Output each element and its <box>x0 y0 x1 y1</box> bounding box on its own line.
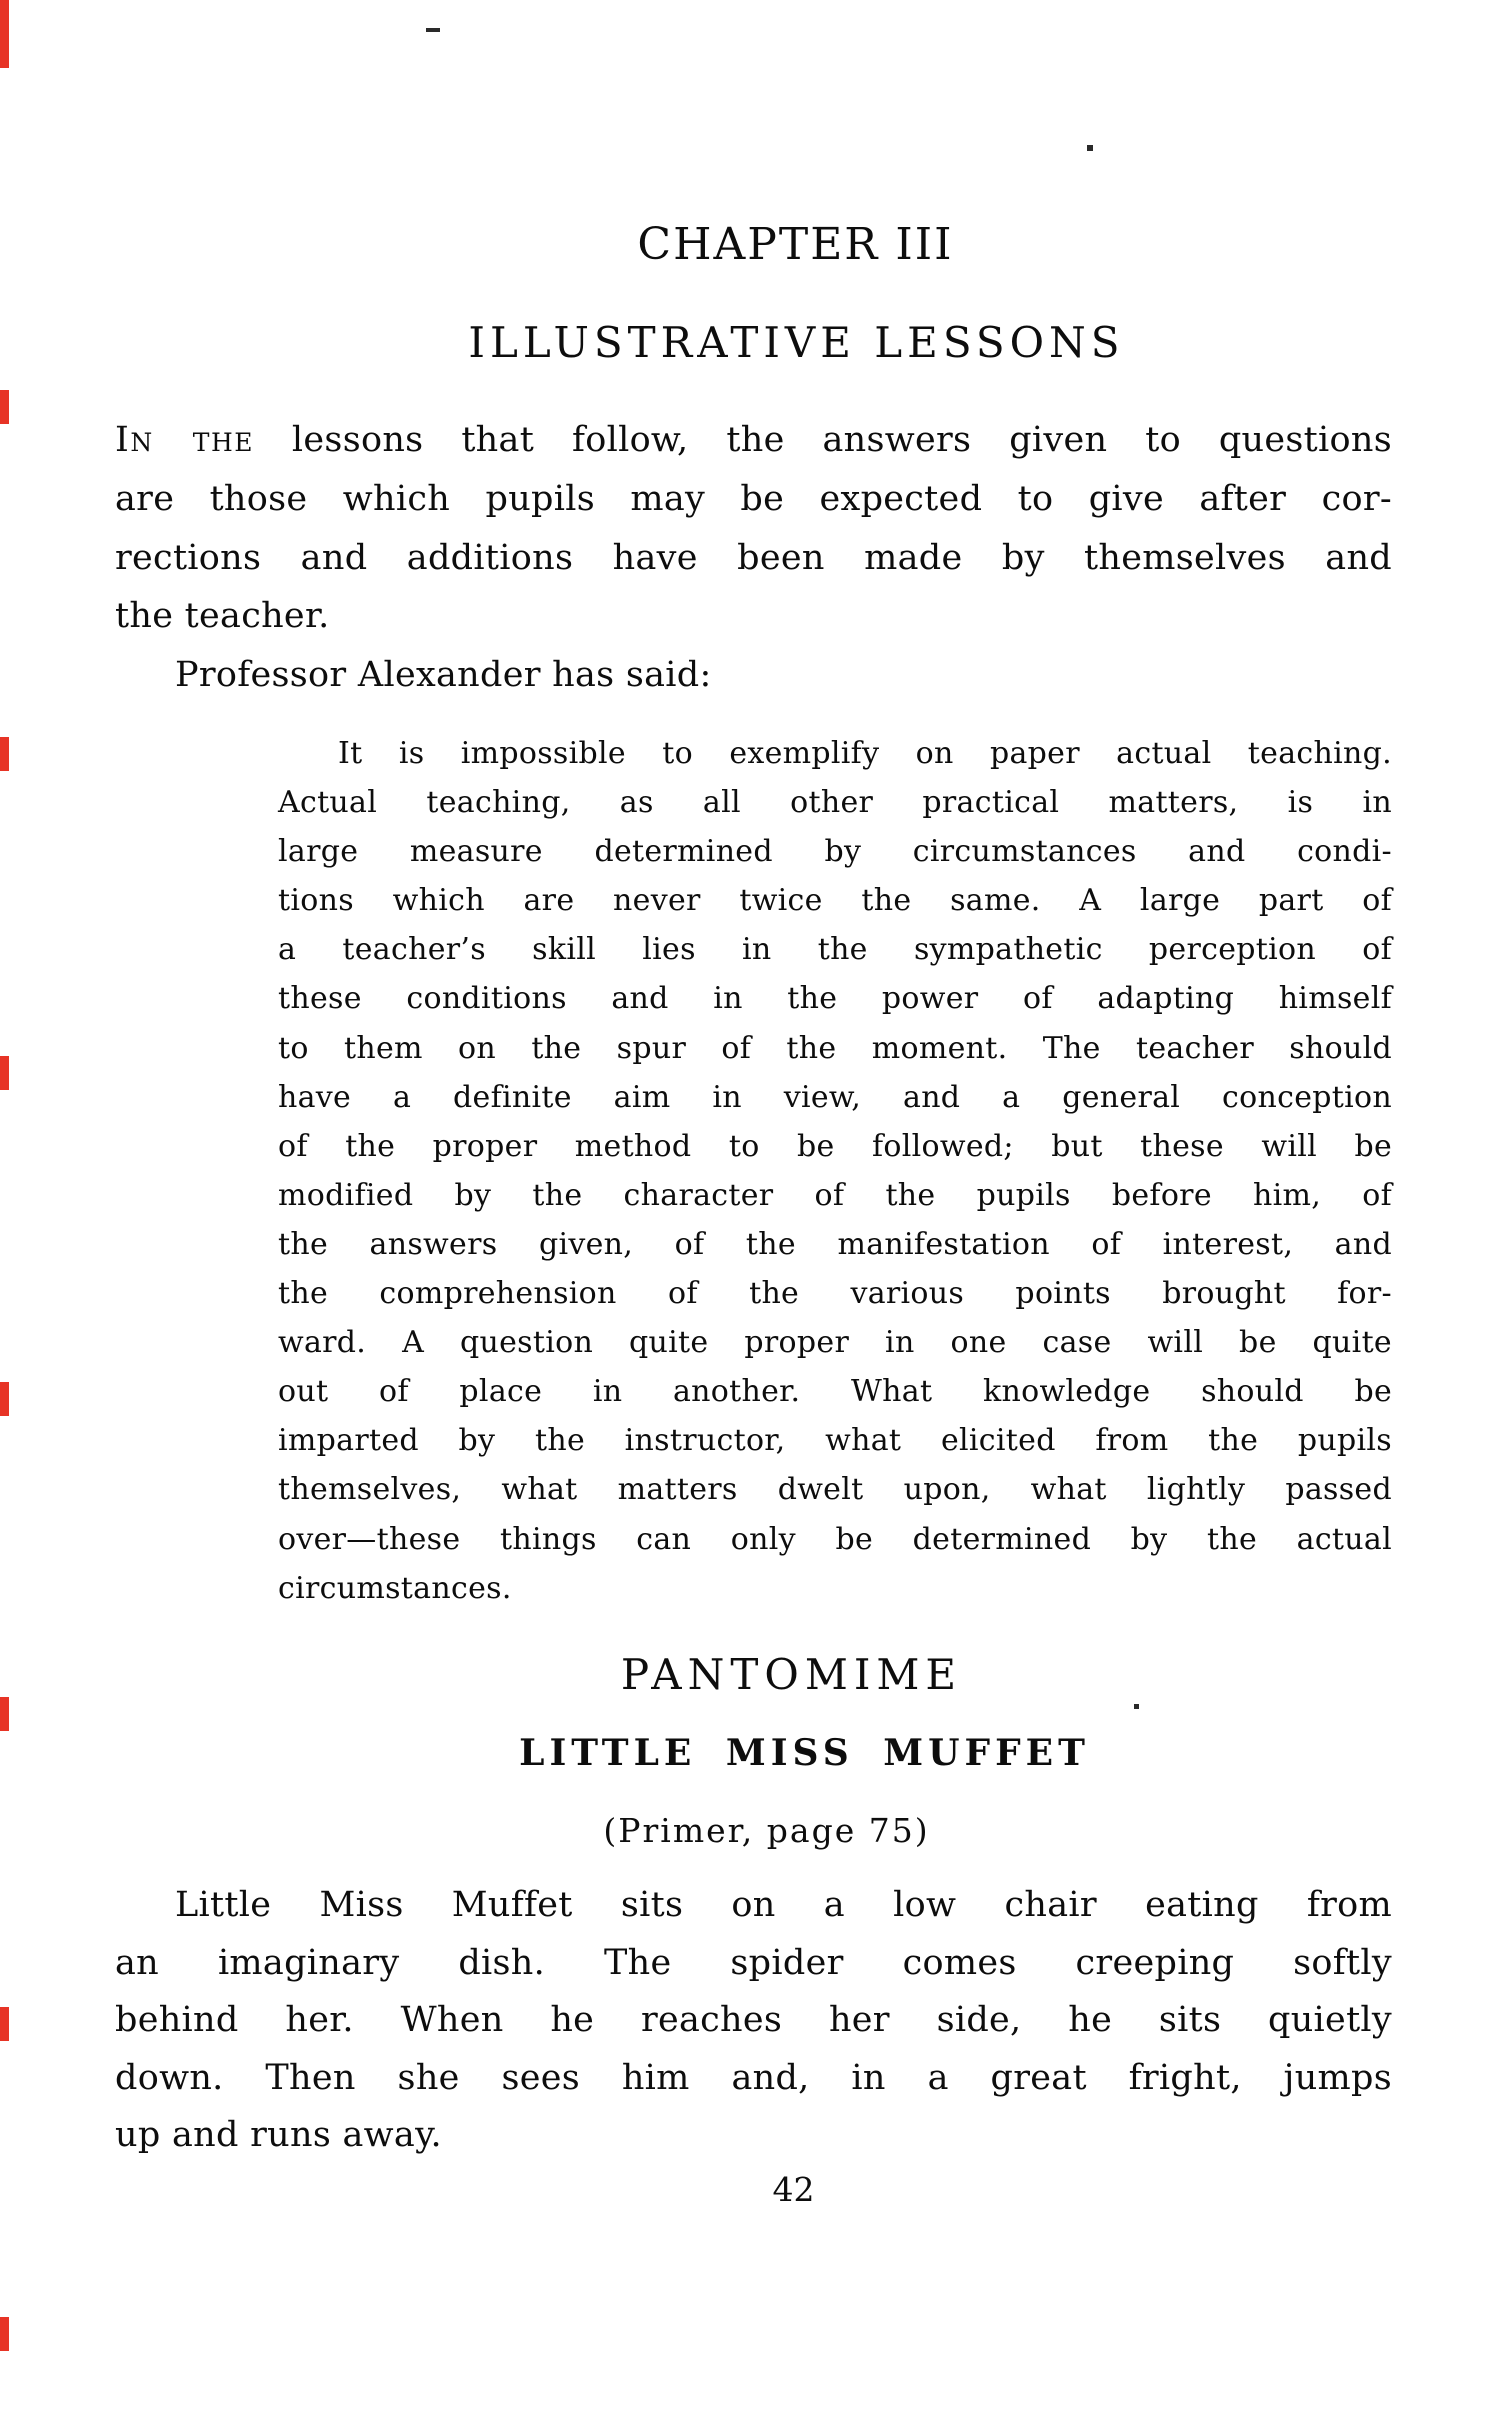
text-line: large measure determined by circumstances and condi- <box>278 834 1392 870</box>
text-line: imparted by the instructor, what elicited from the pupils <box>278 1423 1392 1459</box>
ink-speck <box>1134 1704 1139 1709</box>
lesson-title: LITTLE MISS MUFFET <box>519 1732 1090 1774</box>
attribution-line <box>115 646 1392 705</box>
text-line: ward. A question quite proper in one case will be quite <box>278 1325 1392 1361</box>
text-line: down. Then she sees him and, in a great fright, jumps <box>115 2057 1392 2098</box>
ink-speck <box>1087 145 1093 151</box>
text-line: Professor Alexander has said: <box>175 655 712 695</box>
red-edge-mark <box>0 1382 9 1416</box>
text-line: to them on the spur of the moment. The teacher should <box>278 1030 1392 1066</box>
text-line: over—these things can only be determined by the actual <box>278 1521 1392 1557</box>
text-line: the answers given, of the manifestation of interest, and <box>278 1226 1392 1262</box>
text-line: a teacher’s skill lies in the sympathetic perception of <box>278 932 1392 968</box>
text-line: of the proper method to be followed; but these will be <box>278 1128 1392 1164</box>
text-line: up and runs away. <box>115 2115 442 2156</box>
text-line: Little Miss Muffet sits on a low chair eating from <box>175 1885 1392 1925</box>
text-line: modified by the character of the pupils before him, of <box>278 1177 1392 1213</box>
text-line: out of place in another. What knowledge should be <box>278 1374 1392 1410</box>
story-paragraph <box>115 1877 1392 2165</box>
text-line: the teacher. <box>115 596 330 637</box>
section-heading: ILLUSTRATIVE LESSONS <box>468 318 1125 367</box>
pantomime-heading: PANTOMIME <box>620 1650 963 1699</box>
red-edge-mark <box>0 1056 9 1090</box>
red-edge-mark <box>0 0 9 68</box>
text-line: It is impossible to exemplify on paper actual teaching. <box>338 736 1392 771</box>
text-line: these conditions and in the power of adapting himself <box>278 981 1392 1017</box>
text-line: are those which pupils may be expected to give after cor- <box>115 478 1392 519</box>
red-edge-mark <box>0 1697 9 1731</box>
red-edge-mark <box>0 2317 9 2351</box>
red-edge-mark <box>0 390 9 424</box>
text-line: behind her. When he reaches her side, he sits quietly <box>115 2000 1392 2041</box>
text-line: In the lessons that follow, the answers given to questions <box>115 420 1392 460</box>
ink-speck <box>426 28 440 32</box>
text-line: circumstances. <box>278 1570 512 1606</box>
red-edge-mark <box>0 737 9 771</box>
block-quote <box>278 729 1392 1613</box>
text-line: an imaginary dish. The spider comes creeping softly <box>115 1942 1392 1983</box>
text-line: tions which are never twice the same. A large part of <box>278 883 1392 919</box>
text-line: Actual teaching, as all other practical matters, is in <box>278 785 1392 821</box>
red-edge-mark <box>0 2007 9 2041</box>
intro-paragraph <box>115 411 1392 646</box>
text-line: the comprehension of the various points brought for- <box>278 1276 1392 1312</box>
primer-reference: (Primer, page 75) <box>603 1811 930 1850</box>
page-number: 42 <box>772 2170 815 2209</box>
text-line: themselves, what matters dwelt upon, what lightly passed <box>278 1472 1392 1508</box>
chapter-heading: CHAPTER III <box>637 219 954 270</box>
small-caps-lead: In the <box>115 420 255 460</box>
text-line: rections and additions have been made by themselves and <box>115 537 1392 578</box>
text-line: have a definite aim in view, and a general conception <box>278 1079 1392 1115</box>
